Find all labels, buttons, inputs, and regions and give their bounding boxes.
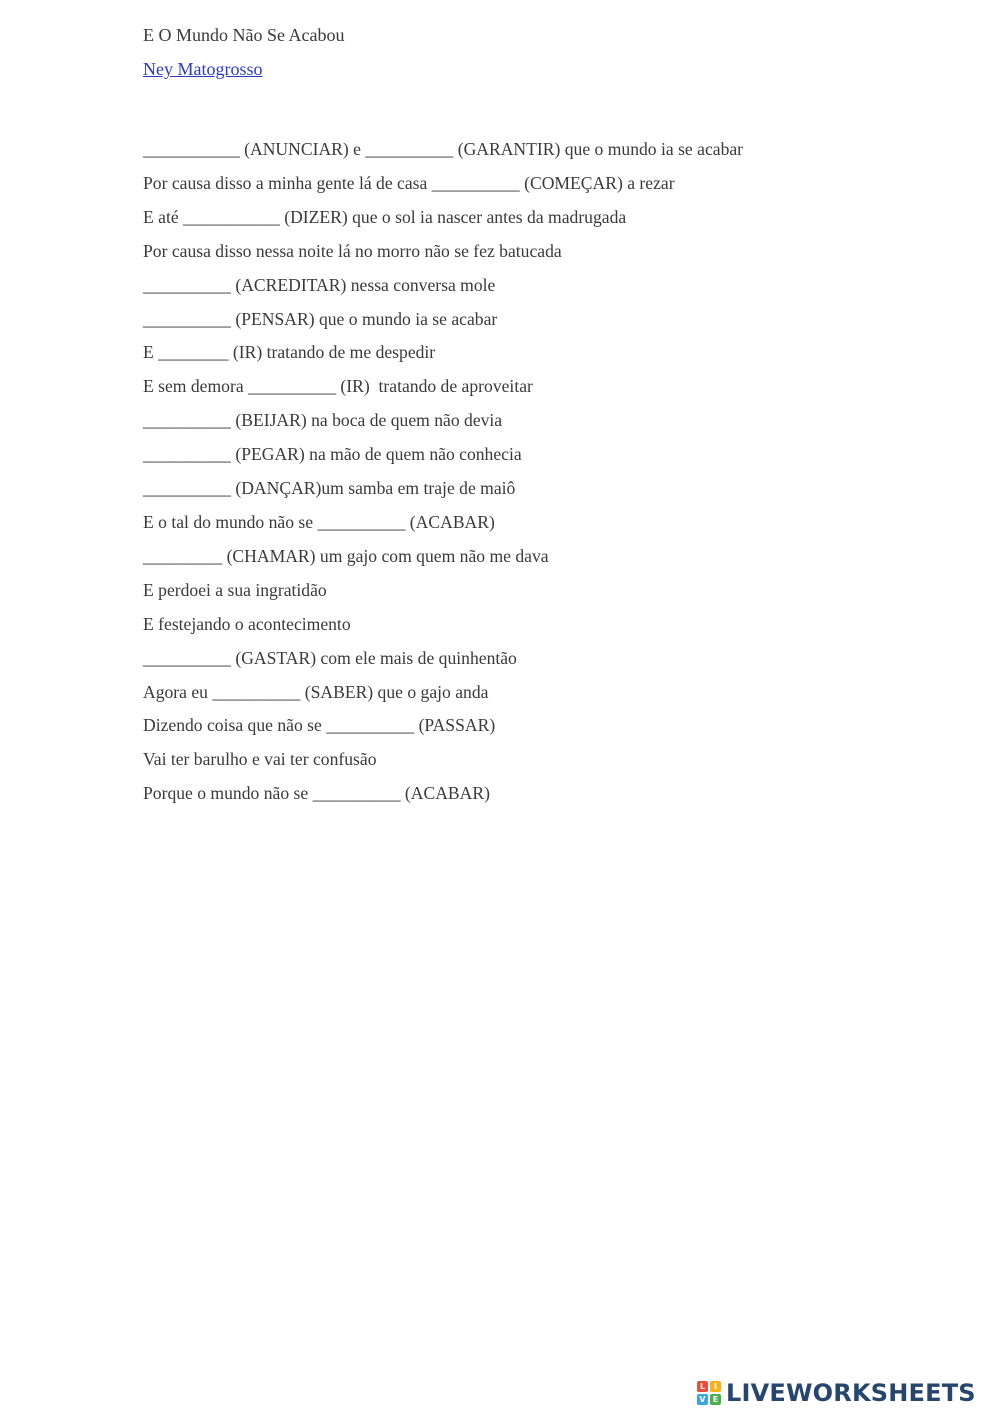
lyric-line: E perdoei a sua ingratidão xyxy=(143,579,327,600)
logo-tile: E xyxy=(710,1394,721,1405)
song-title: E O Mundo Não Se Acabou xyxy=(143,25,345,45)
lyric-line: E sem demora __________ (IR) tratando de aproveitar xyxy=(143,376,533,397)
lyric-line: __________ (ACREDITAR) nessa conversa mole xyxy=(143,274,496,295)
lyric-line: Por causa disso a minha gente lá de casa __________ (COMEÇAR) a rezar xyxy=(143,172,675,193)
lyric-line: E festejando o acontecimento xyxy=(143,613,351,634)
lyric-line: __________ (GASTAR) com ele mais de quinhentão xyxy=(143,647,517,668)
lyric-line: E o tal do mundo não se __________ (ACABAR) xyxy=(143,511,495,532)
lyric-line: __________ (PEGAR) na mão de quem não conhecia xyxy=(143,444,522,465)
liveworksheets-icon xyxy=(697,1381,721,1405)
lyric-line: Agora eu __________ (SABER) que o gajo anda xyxy=(143,681,489,702)
lyric-line: ___________ (ANUNCIAR) e __________ (GARANTIR) que o mundo ia se acabar xyxy=(143,139,744,159)
logo-tile: I xyxy=(710,1381,721,1392)
logo-tile: L xyxy=(697,1381,708,1392)
lyric-line: __________ (BEIJAR) na boca de quem não devia xyxy=(143,410,503,431)
lyric-line: Porque o mundo não se __________ (ACABAR) xyxy=(143,783,490,804)
liveworksheets-logo xyxy=(697,1378,976,1408)
lyric-line: Vai ter barulho e vai ter confusão xyxy=(143,749,377,770)
logo-tile: V xyxy=(697,1394,708,1405)
lyric-line: E ________ (IR) tratando de me despedir xyxy=(143,342,436,363)
logo-text: LIVEWORKSHEETS xyxy=(726,1379,976,1407)
lyric-line: __________ (PENSAR) que o mundo ia se acabar xyxy=(143,308,498,329)
lyric-line: Dizendo coisa que não se __________ (PASSAR) xyxy=(143,715,496,736)
artist-link[interactable]: Ney Matogrosso xyxy=(143,59,263,79)
lyric-line: __________ (DANÇAR)um samba em traje de maiô xyxy=(143,478,516,499)
lyric-line: E até ___________ (DIZER) que o sol ia nascer antes da madrugada xyxy=(143,206,627,227)
lyric-line: Por causa disso nessa noite lá no morro não se fez batucada xyxy=(143,240,562,261)
lyric-line: _________ (CHAMAR) um gajo com quem não me dava xyxy=(143,545,549,566)
worksheet-page xyxy=(143,22,963,811)
lyrics-list xyxy=(143,133,963,811)
